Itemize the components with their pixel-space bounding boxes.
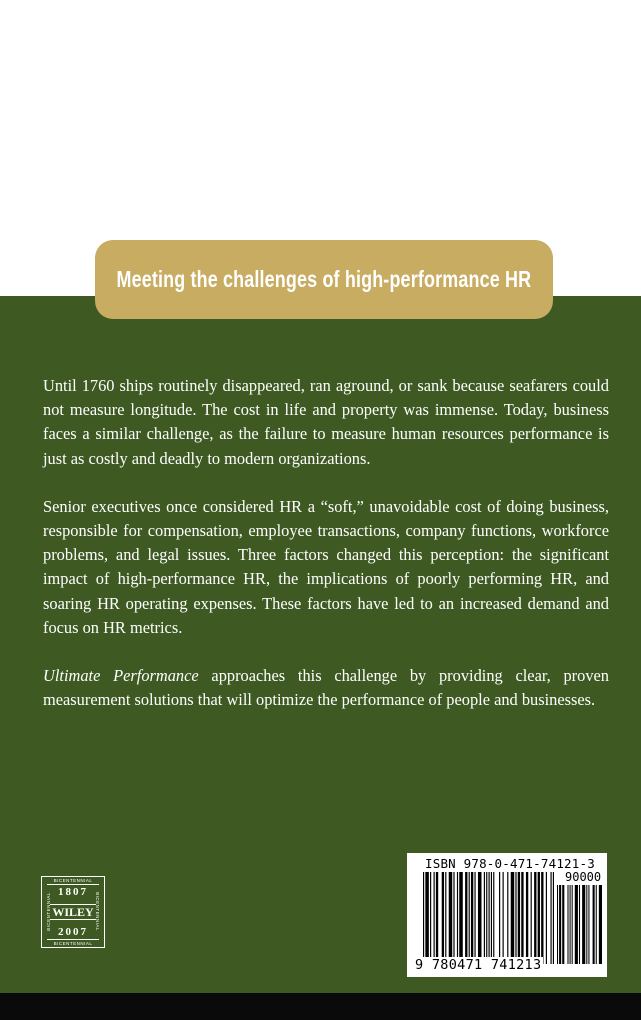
barcode-bar <box>430 872 431 964</box>
barcode-bar <box>478 872 482 964</box>
barcode-bar <box>550 872 551 964</box>
logo-year-start: 1807 <box>58 886 88 898</box>
barcode-bar <box>436 872 438 964</box>
bottom-black-bar <box>0 993 641 1020</box>
barcode-bar <box>521 872 523 964</box>
logo-ring-text-right: BICENTENNIAL <box>95 892 101 931</box>
barcode-bar <box>593 885 595 964</box>
barcode-bar <box>586 885 587 964</box>
paragraph-closing <box>43 664 609 712</box>
logo-inner <box>47 884 99 940</box>
barcode-bar <box>541 872 543 964</box>
barcode-bar <box>459 872 463 964</box>
barcode-bar <box>596 885 597 964</box>
barcode-bar <box>526 872 528 964</box>
barcode-bar <box>507 872 508 964</box>
barcode-bar <box>469 872 470 964</box>
barcode-bar <box>425 872 429 964</box>
logo-ring-text-bottom: BICENTENNIAL <box>53 941 93 946</box>
barcode-addon-bars <box>557 885 602 964</box>
barcode-bar <box>457 872 458 964</box>
barcode-bar <box>474 872 475 964</box>
barcode-bar <box>434 872 435 964</box>
barcode-bar <box>442 872 444 964</box>
logo-ring-text-top: BICENTENNIAL <box>53 878 93 883</box>
barcode-bar <box>453 872 454 964</box>
wiley-bicentennial-logo <box>41 876 105 948</box>
barcode-bar <box>491 872 492 964</box>
barcode-bar <box>449 872 453 964</box>
price-code: 90000 <box>565 870 602 884</box>
barcode-main-bars <box>423 872 554 964</box>
logo-name: WILEY <box>52 905 94 919</box>
headline-text: Meeting the challenges of high-performance HR <box>116 266 532 292</box>
barcode-bar <box>579 885 580 964</box>
barcode-bar <box>557 885 558 964</box>
barcode-bar <box>567 885 568 964</box>
barcode-bar <box>559 885 561 964</box>
barcode-bar <box>518 872 520 964</box>
barcode-bar <box>423 872 424 964</box>
barcode-bar <box>538 872 540 964</box>
barcode-bar <box>511 872 515 964</box>
barcode-bar <box>570 885 571 964</box>
paragraph-executives: Senior executives once considered HR a “soft,” unavoidable cost of doing business, responsible for compensation, employee transactions, company functions, workforce problems, and legal issues. Three factors changed this perception: the significant impact of high-performance HR, the implications of poorly performing HR, and soaring HR operating expenses. These factors have led to an increased demand and focus on HR metrics. <box>43 496 609 637</box>
headline-banner <box>95 240 553 319</box>
barcode-bar <box>588 885 589 964</box>
closing-text: approaches this challenge by providing clear, proven measurement solutions that will optimize the performance of people and businesses. <box>43 666 609 710</box>
barcode-bar <box>445 872 446 964</box>
barcode-bar <box>582 885 585 964</box>
barcode-digits: 9 780471 741213 <box>415 957 542 973</box>
barcode-bar <box>471 872 473 964</box>
barcode-bar <box>486 872 487 964</box>
barcode-bar <box>562 885 564 964</box>
barcode-bar <box>499 872 500 964</box>
isbn-barcode <box>407 853 607 977</box>
barcode-bar <box>575 885 578 964</box>
barcode-bar <box>572 885 573 964</box>
barcode-bar <box>531 872 532 964</box>
barcode-bar <box>534 872 536 964</box>
barcode-bar <box>465 872 467 964</box>
logo-ring-text-left: BICENTENNIAL <box>45 892 51 931</box>
book-title: Ultimate Performance <box>43 666 199 686</box>
barcode-bar <box>484 872 485 964</box>
barcode-bar <box>599 885 602 964</box>
barcode-bar <box>489 872 490 964</box>
back-cover-copy <box>43 374 609 736</box>
barcode-bar <box>503 872 504 964</box>
isbn-label: ISBN 978-0-471-74121-3 <box>425 856 595 871</box>
logo-year-end: 2007 <box>58 926 88 938</box>
barcode-bar <box>515 872 516 964</box>
barcode-bar <box>546 872 547 964</box>
paragraph-longitude: Until 1760 ships routinely disappeared, ran aground, or sank because seafarers could not measure longitude. The cost in life and property was immense. Today, business faces a similar challenge, as the failure to measure human resources performance is just as costly and deadly to modern organizations. <box>43 376 609 468</box>
barcode-bar <box>493 872 494 964</box>
barcode-bar <box>553 872 554 964</box>
